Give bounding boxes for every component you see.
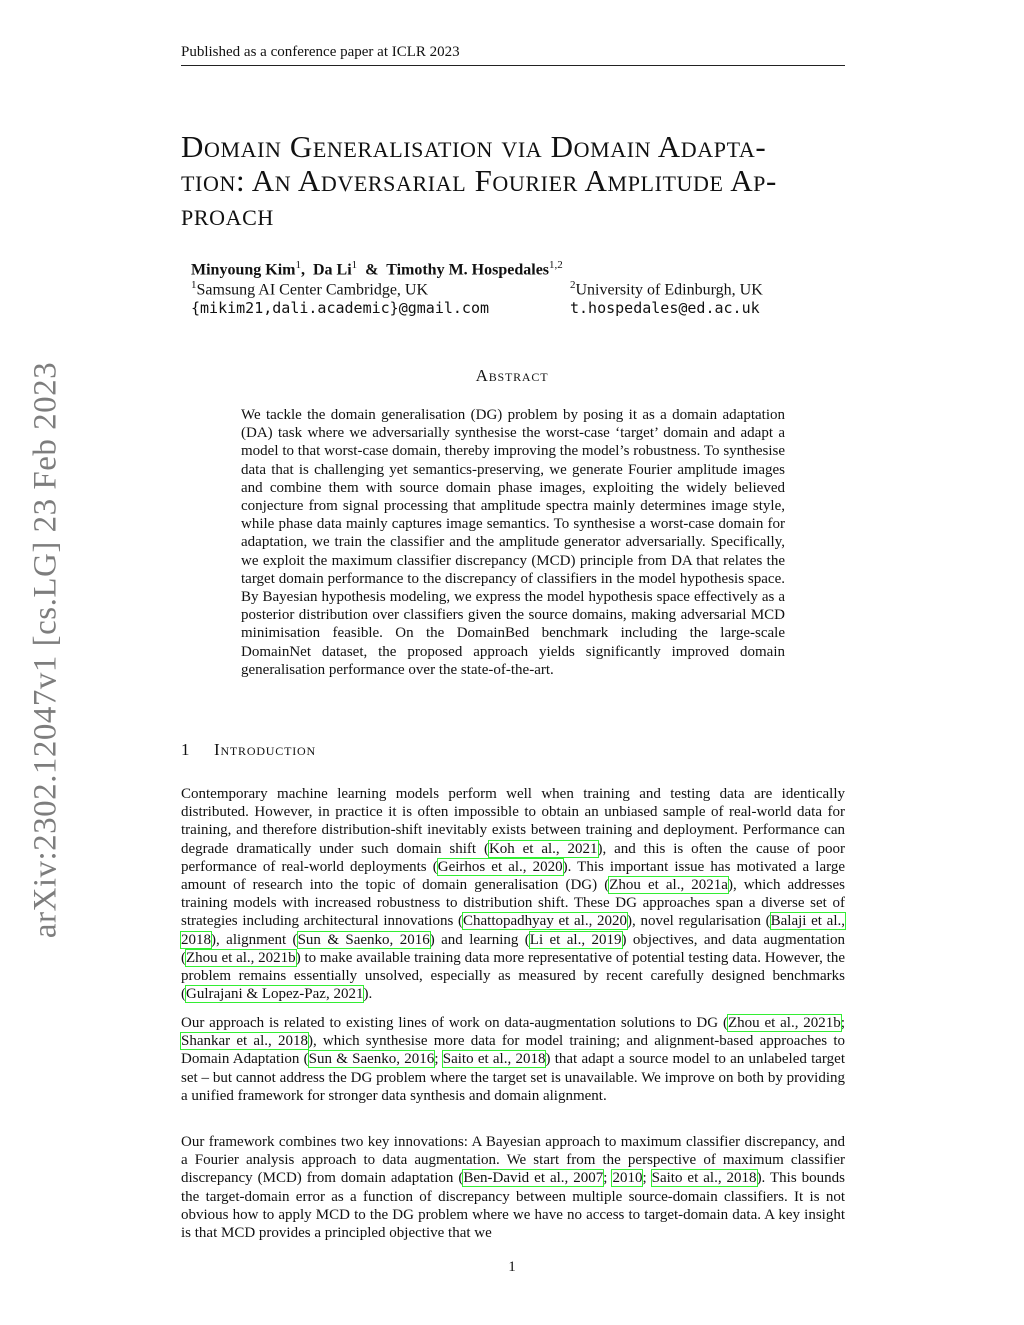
paragraph-text: ; [840, 1015, 845, 1031]
author-separator: & [357, 261, 387, 279]
paragraph-text: Contemporary machine learning models perform well when training and testing data are identically distributed. However, in practice it is often impossible to obtain an unbiased sample of real-world data for training, and therefore distribution-shift inevitably exists between training and deployment. Performance can degrade dramatically under such domain shift ( [181, 786, 845, 857]
citation-link[interactable]: Shankar et al., 2018 [181, 1033, 308, 1050]
affiliation-text: Samsung AI Center Cambridge, UK [196, 281, 429, 299]
citation-link[interactable]: Koh et al., 2021 [488, 840, 598, 857]
citation-link[interactable]: Gulrajani & Lopez-Paz, 2021 [186, 986, 364, 1003]
citation-link[interactable]: Saito et al., 2018 [651, 1170, 757, 1187]
running-header: Published as a conference paper at ICLR 2023 [181, 44, 460, 60]
citation-link[interactable]: Sun & Saenko, 2016 [308, 1051, 435, 1068]
paragraph-text: ) that adapt a source model to an unlabeled target set – but cannot address the DG problem where the target set is unavailable. We improve on both by providing a unified framework for stronger data synthesis and domain alignment. [181, 1051, 845, 1104]
paragraph-text: ), novel regularisation ( [627, 913, 771, 930]
author-affiliation-mark: 1 [351, 259, 358, 271]
paragraph-text: ) and learning ( [429, 931, 530, 948]
citation-link[interactable]: Geirhos et al., 2020 [437, 858, 563, 875]
citation-link[interactable]: Zhou et al., 2021b [727, 1015, 841, 1031]
citation-link[interactable]: Sun & Saenko, 2016 [297, 931, 430, 948]
title-line: tion: An Adversarial Fourier Amplitude Ap- [181, 163, 777, 198]
title-line: proach [181, 197, 274, 232]
paragraph-text: ) to make available training data more representative of potential testing data. However, the problem remains essentially unsolved, especially as measured by recent carefully designed benchmarks ( [181, 949, 845, 1003]
paper-title [181, 130, 851, 232]
author-name: Minyoung Kim [191, 261, 296, 279]
affiliation-mark: 2 [570, 279, 576, 291]
intro-paragraph-2 [181, 1014, 845, 1105]
citation-link[interactable]: 2010 [612, 1170, 643, 1187]
paragraph-text: ; [434, 1051, 443, 1068]
paragraph-text: ), which synthesise more data for model training; and alignment-based approaches to Domain Adaptation ( [181, 1033, 845, 1068]
abstract-body: We tackle the domain generalisation (DG) problem by posing it as a domain adaptation (DA) task where we adversarially synthesise the worst-case ‘target’ domain and adapt a model to that worst-case domain, thereby improving the model’s robustness. To synthesise data that is challenging yet semantics-preserving, we generate Fourier amplitude images and combine them with source domain phase images, exploiting the widely believed conjecture from signal processing that amplitude spectra mainly determines image style, while phase data mainly captures image semantics. To synthesise a worst-case domain for adaptation, we train the classifier and the amplitude generator adversarially. Specifically, we exploit the maximum classifier discrepancy (MCD) principle from DA that relates the target domain performance to the discrepancy of classifiers in the model hypothesis space. By Bayesian hypothesis modeling, we express the model hypothesis space effectively as a posterior distribution over classifiers given the source domains, making adversarial MCD minimisation feasible. On the DomainBed benchmark including the large-scale DomainNet dataset, the proposed approach yields significantly improved domain generalisation performance over the state-of-the-art. [241, 407, 785, 678]
affiliation-edinburgh [570, 279, 763, 299]
author-affiliation-mark: 1,2 [549, 259, 563, 271]
author-separator: , [300, 261, 313, 279]
paragraph-text: ). This bounds the target-domain error as a function of discrepancy between multiple source-domain classifiers. It is not obvious how to apply MCD to the DG problem where we have no access to target-domain data. A key insight is that MCD provides a principled objective that we [181, 1170, 846, 1242]
arxiv-identifier: arXiv:2302.12047v1 [cs.LG] 23 Feb 2023 [27, 361, 64, 939]
intro-paragraph-3 [181, 1133, 845, 1242]
section-number: 1 [181, 740, 190, 759]
affiliation-samsung [191, 279, 428, 299]
paragraph-text: ; [642, 1170, 652, 1187]
citation-link[interactable]: Li et al., 2019 [529, 931, 622, 948]
citation-link[interactable]: Zhou et al., 2021a [609, 877, 728, 894]
section-name: Introduction [214, 740, 316, 759]
email-edinburgh: t.hospedales@ed.ac.uk [570, 299, 760, 317]
email-samsung: {mikim21,dali.academic}@gmail.com [191, 299, 490, 317]
affiliation-mark: 1 [191, 279, 197, 291]
paragraph-text: ), which addresses training models with increased robustness to distribution shift. These DG approaches span a diverse set of strategies including architectural innovations ( [181, 877, 846, 930]
paragraph-text: ). [363, 986, 373, 1003]
citation-link[interactable]: Zhou et al., 2021b [186, 949, 296, 966]
section-heading [181, 740, 316, 760]
title-line: Domain Generalisation via Domain Adapta- [181, 129, 767, 164]
citation-link[interactable]: Chattopadhyay et al., 2020 [463, 913, 628, 930]
author-affiliation-mark: 1 [295, 259, 301, 271]
intro-paragraph-1 [181, 785, 845, 1003]
paragraph-text: ; [603, 1170, 613, 1187]
paragraph-text: Our framework combines two key innovations: A Bayesian approach to maximum classifier discrepancy, and a Fourier analysis approach to data augmentation. We start from the perspective of maximum classifier discrepancy (MCD) from domain adaptation ( [181, 1134, 845, 1187]
page-number: 1 [508, 1259, 516, 1275]
paragraph-text: ), alignment ( [211, 931, 298, 948]
header-rule [181, 65, 845, 66]
paragraph-text: ), and this is often the cause of poor performance of real-world deployments ( [181, 840, 845, 875]
author-name: Timothy M. Hospedales [386, 261, 550, 279]
citation-link[interactable]: Ben-David et al., 2007 [463, 1170, 604, 1187]
citation-link[interactable]: Balaji et al., 2018 [181, 913, 845, 948]
abstract-heading: Abstract [475, 366, 549, 385]
author-list [191, 259, 563, 279]
citation-link[interactable]: Saito et al., 2018 [442, 1051, 546, 1068]
affiliation-text: University of Edinburgh, UK [575, 281, 763, 299]
author-name: Da Li [312, 261, 352, 279]
paragraph-text: ). This important issue has motivated a large amount of research into the topic of domain generalisation (DG) ( [181, 858, 846, 894]
paragraph-text: ) objectives, and data augmentation ( [181, 931, 846, 966]
paragraph-text: Our approach is related to existing lines of work on data-augmentation solutions to DG ( [181, 1015, 728, 1031]
